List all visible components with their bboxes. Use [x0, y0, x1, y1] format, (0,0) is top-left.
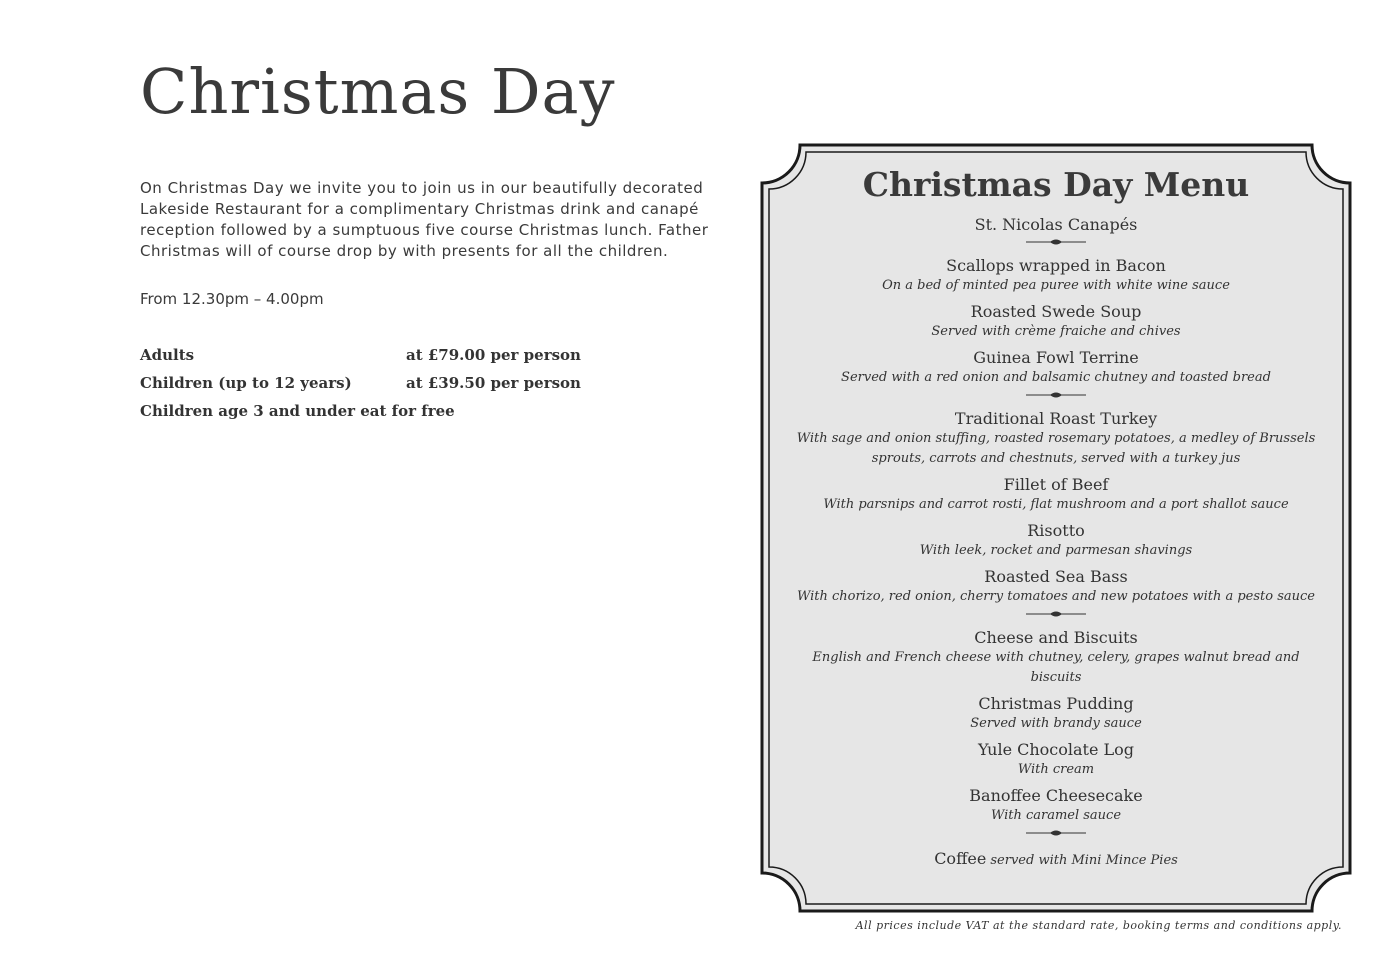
coffee-line [782, 848, 1330, 871]
dish-description: Served with crème fraiche and chives [931, 324, 1181, 339]
dish-name: Traditional Roast Turkey [954, 409, 1158, 428]
dish-name: Guinea Fowl Terrine [973, 348, 1139, 367]
coffee-name: Coffee [934, 849, 987, 868]
footer-note: All prices include VAT at the standard rate, booking terms and conditions apply. [855, 919, 1342, 932]
canapes: St. Nicolas Canapés [974, 215, 1138, 234]
price-row-free [140, 402, 455, 420]
dish-description: On a bed of minted pea puree with white wine sauce [882, 278, 1230, 293]
menu-title: Christmas Day Menu [862, 165, 1250, 204]
price-label: Adults [140, 346, 195, 364]
price-label: Children (up to 12 years) [140, 374, 352, 392]
coffee-description: served with Mini Mince Pies [990, 853, 1178, 868]
menu-card [782, 162, 1330, 892]
dish-name: Roasted Swede Soup [970, 302, 1142, 321]
price-value: at £79.00 per person [406, 346, 581, 364]
dish-name: Banoffee Cheesecake [969, 786, 1143, 805]
dish-description: With leek, rocket and parmesan shavings [919, 543, 1193, 558]
ornament-divider [1024, 607, 1088, 621]
dish-description: Served with brandy sauce [970, 716, 1142, 731]
dish-name: Scallops wrapped in Bacon [946, 256, 1166, 275]
dish-description: English and French cheese with chutney, celery, grapes walnut bread and biscuits [812, 650, 1300, 685]
dish-name: Cheese and Biscuits [974, 628, 1138, 647]
opening-times: From 12.30pm – 4.00pm [140, 290, 324, 308]
dish-name: Fillet of Beef [1003, 475, 1109, 494]
price-row-children [140, 374, 581, 392]
ornament-divider [1024, 235, 1088, 249]
dish-name: Christmas Pudding [978, 694, 1134, 713]
dish-name: Roasted Sea Bass [984, 567, 1128, 586]
ornament-divider [1024, 388, 1088, 402]
dish-description: With sage and onion stuffing, roasted rosemary potatoes, a medley of Brussels sprouts, carrots and chestnuts, served with a turkey jus [796, 431, 1316, 466]
page-title: Christmas Day [140, 55, 616, 128]
intro-paragraph: On Christmas Day we invite you to join us in our beautifully decorated Lakeside Restaurant for a complimentary Christmas drink and canapé reception followed by a sumptuous five course Christmas lunch. Father Christmas will of course drop by with presents for all the children. [140, 179, 709, 260]
ornament-divider [1024, 826, 1088, 840]
dish-description: With cream [1017, 762, 1095, 777]
dish-description: With caramel sauce [990, 808, 1122, 823]
dish-description: With chorizo, red onion, cherry tomatoes and new potatoes with a pesto sauce [796, 589, 1316, 604]
starter-course [782, 255, 1330, 388]
dish-name: Yule Chocolate Log [977, 740, 1135, 759]
dish-name: Risotto [1027, 521, 1085, 540]
price-row-adults [140, 346, 581, 364]
price-value: at £39.50 per person [406, 374, 581, 392]
dish-description: With parsnips and carrot rosti, flat mushroom and a port shallot sauce [823, 497, 1289, 512]
main-course [782, 408, 1330, 607]
dessert-course [782, 627, 1330, 826]
dish-description: Served with a red onion and balsamic chutney and toasted bread [841, 370, 1271, 385]
price-label: Children age 3 and under eat for free [140, 402, 455, 420]
